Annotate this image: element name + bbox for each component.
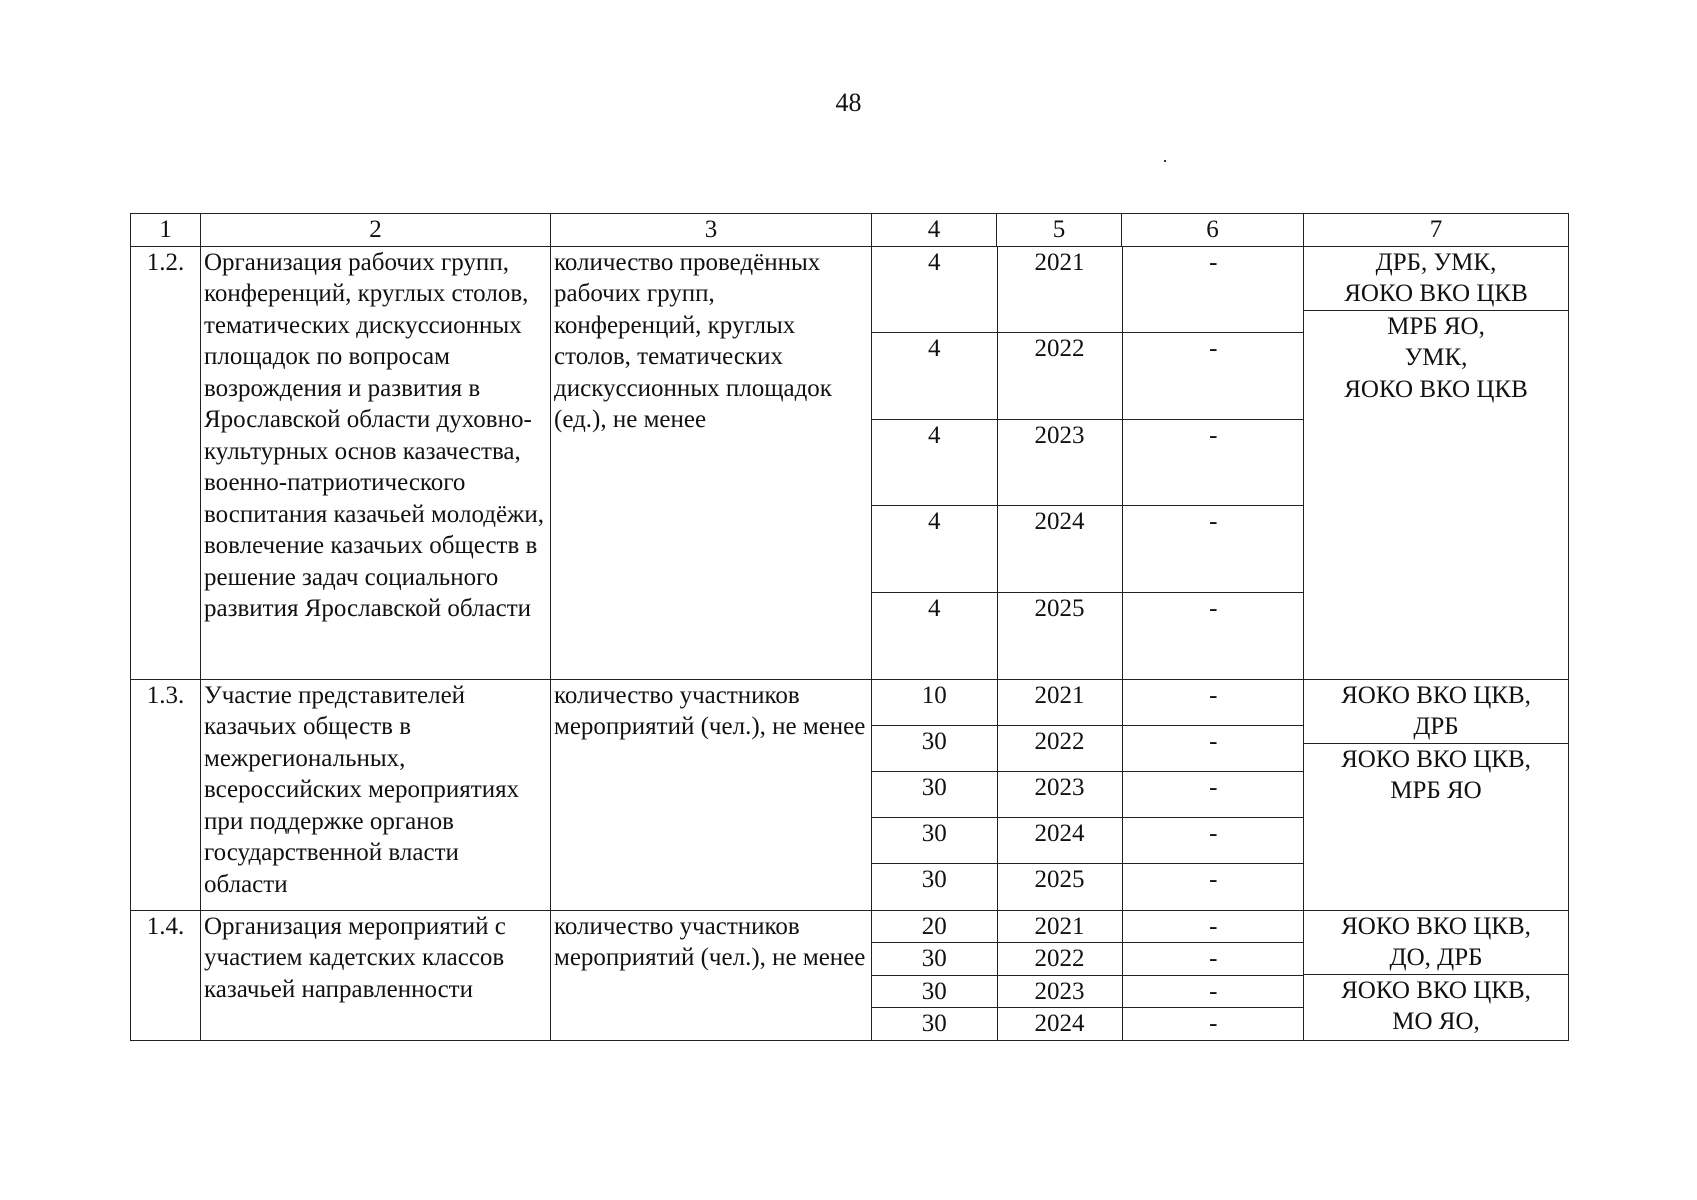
- target-value: 30: [872, 771, 997, 817]
- funding-value: -: [1122, 975, 1304, 1008]
- responsible-group: [1304, 680, 1568, 744]
- responsible-line: ЯОКО ВКО ЦКВ,: [1341, 745, 1531, 773]
- activity-name: Участие представителей казачьих обществ в межрегиональных, всероссийских мероприятиях при поддержке органов государственной власти области: [201, 679, 551, 910]
- value-row: [872, 771, 1304, 817]
- scan-speck: [1164, 160, 1166, 162]
- table-row: [131, 910, 1569, 1040]
- page-number: 48: [835, 88, 862, 117]
- responsible-cell: [1304, 910, 1569, 1040]
- values-block: [872, 679, 1304, 910]
- header-cell: 6: [1122, 214, 1304, 247]
- year-value: 2024: [997, 1008, 1122, 1040]
- value-row: [872, 506, 1304, 593]
- value-row: [872, 332, 1304, 419]
- responsible-group: [1304, 975, 1568, 1038]
- target-value: 30: [872, 943, 997, 976]
- value-row: [872, 864, 1304, 910]
- activity-name: Организация мероприятий с участием кадетских классов казачьей направленности: [201, 910, 551, 1040]
- target-value: 30: [872, 864, 997, 910]
- year-value: 2021: [997, 911, 1122, 943]
- responsible-line: ЯОКО ВКО ЦКВ: [1344, 375, 1528, 403]
- value-row: [872, 680, 1304, 726]
- value-row: [872, 975, 1304, 1008]
- funding-value: -: [1122, 680, 1304, 726]
- responsible-group: [1304, 744, 1568, 807]
- year-value: 2023: [997, 975, 1122, 1008]
- responsible-cell: [1304, 246, 1569, 679]
- header-row: [131, 214, 1569, 247]
- funding-value: -: [1209, 866, 1218, 894]
- value-row: [872, 911, 1304, 943]
- value-row: [872, 593, 1304, 679]
- responsible-line: МРБ ЯО: [1390, 777, 1482, 804]
- year-value: 2025: [997, 864, 1122, 910]
- year-value: 2021: [997, 247, 1122, 333]
- funding-value: -: [1122, 943, 1304, 976]
- target-value: 30: [872, 975, 997, 1008]
- values-table: [872, 911, 1304, 1040]
- header-cell: 2: [201, 214, 551, 247]
- funding-value: -: [1122, 725, 1304, 771]
- value-row: [872, 818, 1304, 864]
- funding-value: -: [1122, 419, 1304, 506]
- year-value: 2022: [997, 943, 1122, 976]
- funding-value: -: [1209, 1010, 1218, 1037]
- value-row: [872, 1008, 1304, 1040]
- table-row: [131, 246, 1569, 679]
- indicator-name: количество участников мероприятий (чел.), не менее: [551, 910, 872, 1040]
- activities-table: [130, 213, 1569, 1041]
- values-table: [872, 247, 1304, 679]
- funding-value: -: [1122, 332, 1304, 419]
- activity-name: Организация рабочих групп, конференций, круглых столов, тематических дискуссионных площадок по вопросам возрождения и развития в Ярославской области духовно-культурных основ казачества, военно-патриотического воспитания казачьей молодёжи, вовлечение казачьих обществ в решение задач социального развития Ярославской области: [201, 246, 551, 679]
- funding-value: -: [1122, 911, 1304, 943]
- target-value: 30: [872, 725, 997, 771]
- responsible-line: ЯОКО ВКО ЦКВ,: [1341, 976, 1531, 1004]
- responsible-line: ЯОКО ВКО ЦКВ: [1344, 280, 1528, 307]
- responsible-line: МО ЯО,: [1392, 1008, 1480, 1035]
- year-value: 2025: [997, 593, 1122, 679]
- values-table: [872, 680, 1304, 910]
- header-cell: 3: [551, 214, 872, 247]
- row-number: 1.2.: [131, 246, 201, 679]
- funding-value: -: [1122, 771, 1304, 817]
- year-value: 2024: [997, 506, 1122, 593]
- responsible-line: ЯОКО ВКО ЦКВ,: [1341, 912, 1531, 940]
- funding-value: -: [1122, 247, 1304, 333]
- values-block: [872, 246, 1304, 679]
- table-row: [131, 679, 1569, 910]
- responsible-group: [1304, 911, 1568, 975]
- indicator-name: количество участников мероприятий (чел.), не менее: [551, 679, 872, 910]
- year-value: 2022: [997, 332, 1122, 419]
- responsible-line: МРБ ЯО,: [1387, 312, 1485, 340]
- funding-value: -: [1122, 506, 1304, 593]
- value-row: [872, 943, 1304, 976]
- responsible-group: [1304, 247, 1568, 311]
- values-block: [872, 910, 1304, 1040]
- value-row: [872, 419, 1304, 506]
- value-row: [872, 725, 1304, 771]
- year-value: 2021: [997, 680, 1122, 726]
- header-cell: 1: [131, 214, 201, 247]
- header-cell: 5: [997, 214, 1122, 247]
- target-value: 30: [872, 1008, 997, 1040]
- target-value: 20: [872, 911, 997, 943]
- responsible-cell: [1304, 679, 1569, 910]
- row-number: 1.4.: [131, 910, 201, 1040]
- year-value: 2024: [997, 818, 1122, 864]
- responsible-group: [1304, 311, 1568, 406]
- indicator-name: количество проведённых рабочих групп, конференций, круглых столов, тематических дискуссионных площадок (ед.), не менее: [551, 246, 872, 679]
- target-value: 10: [872, 680, 997, 726]
- responsible-line: ДО, ДРБ: [1389, 944, 1483, 971]
- funding-value: -: [1209, 595, 1218, 623]
- responsible-line: УМК,: [1404, 344, 1468, 371]
- header-cell: 4: [872, 214, 997, 247]
- target-value: 4: [872, 419, 997, 506]
- target-value: 4: [872, 332, 997, 419]
- target-value: 4: [872, 247, 997, 333]
- target-value: 30: [872, 818, 997, 864]
- header-cell: 7: [1304, 214, 1569, 247]
- responsible-line: ДРБ, УМК,: [1375, 248, 1497, 276]
- year-value: 2023: [997, 419, 1122, 506]
- row-number: 1.3.: [131, 679, 201, 910]
- year-value: 2023: [997, 771, 1122, 817]
- target-value: 4: [872, 506, 997, 593]
- target-value: 4: [872, 593, 997, 679]
- year-value: 2022: [997, 725, 1122, 771]
- responsible-line: ДРБ: [1413, 713, 1459, 740]
- funding-value: -: [1122, 818, 1304, 864]
- responsible-line: ЯОКО ВКО ЦКВ,: [1341, 681, 1531, 709]
- value-row: [872, 247, 1304, 333]
